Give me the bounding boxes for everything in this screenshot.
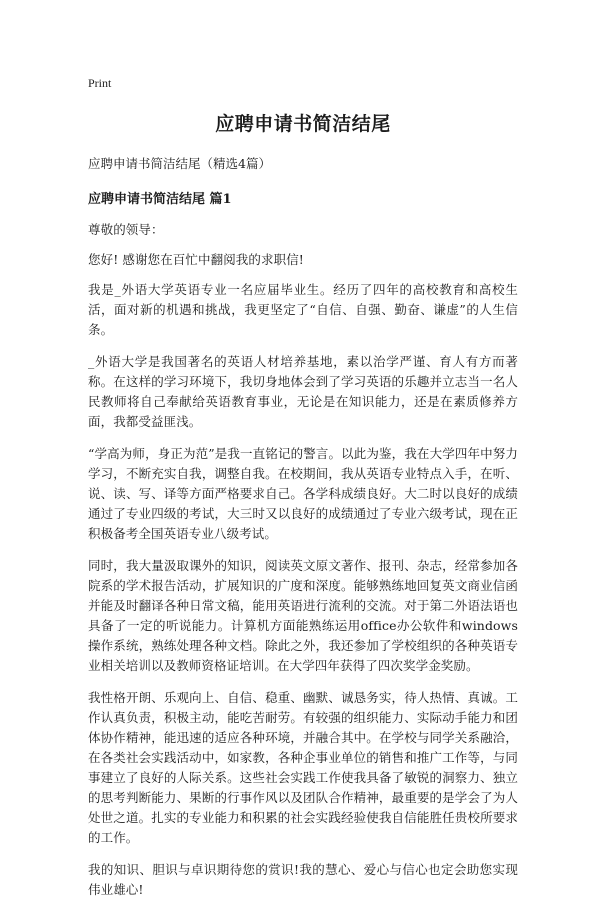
salutation-paragraph: 尊敬的领导： [88,222,164,237]
section-heading: 应聘申请书简洁结尾 篇1 [88,192,232,207]
print-link[interactable]: Print [88,76,112,90]
closing-paragraph: 我的知识、胆识与卓识期待您的赏识!我的慧心、爱心与信心也定会助您实现伟业雄心! [88,862,518,897]
greeting-paragraph: 您好! 感谢您在百忙中翻阅我的求职信! [88,252,304,267]
body-paragraph: _外语大学是我国著名的英语人材培养基地，素以治学严谨、育人有方而著称。在这样的学习环境下，我切身地体会到了学习英语的乐趣并立志当一名人民教师将自己奉献给英语教育事业，无论是在知识能力，还是在素质修养方面，我都受益匪浅。 [88,354,518,429]
body-paragraph: “学高为师，身正为范”是我一直铭记的警言。以此为鉴，我在大学四年中努力学习，不断充实自我，调整自我。在校期间，我从英语专业特点入手，在听、说、读、写、译等方面严格要求自己。各学科成绩良好。大二时以良好的成绩通过了专业四级的考试，大三时又以良好的成绩通过了专业六级考试，现在正积极备考全国英语专业八级考试。 [88,446,518,541]
document-subtitle: 应聘申请书简洁结尾（精选4篇） [88,156,271,171]
page-title: 应聘申请书简洁结尾 [215,113,391,135]
body-paragraph: 同时，我大量汲取课外的知识，阅读英文原文著作、报刊、杂志，经常参加各院系的学术报告活动，扩展知识的广度和深度。能够熟练地回复英文商业信函并能及时翻译各种日常文稿，能用英语进行流利的交流。对于第二外语法语也具备了一定的听说能力。计算机方面能熟练运用office办公软件和windows操作系统，熟练处理各种文档。除此之外，我还参加了学校组织的各种英语专业相关培训以及教师资格证培训。在大学四年获得了四次奖学金奖励。 [88,558,518,673]
body-paragraph: 我性格开朗、乐观向上、自信、稳重、幽默、诚恳务实，待人热情、真诚。工作认真负责，积极主动，能吃苦耐劳。有较强的组织能力、实际动手能力和团体协作精神，能迅速的适应各种环境，并融合其中。在学校与同学关系融洽，在各类社会实践活动中，如家教，各种企事业单位的销售和推广工作等，与同事建立了良好的人际关系。这些社会实践工作使我具备了敏锐的洞察力、独立的思考判断能力、果断的行事作风以及团队合作精神，最重要的是学会了为人处世之道。扎实的专业能力和积累的社会实践经验使我自信能胜任贵校所要求的工作。 [88,690,518,845]
body-paragraph: 我是_外语大学英语专业一名应届毕业生。经历了四年的高校教育和高校生活，面对新的机遇和挑战，我更坚定了“自信、自强、勤奋、谦虚”的人生信条。 [88,282,518,337]
